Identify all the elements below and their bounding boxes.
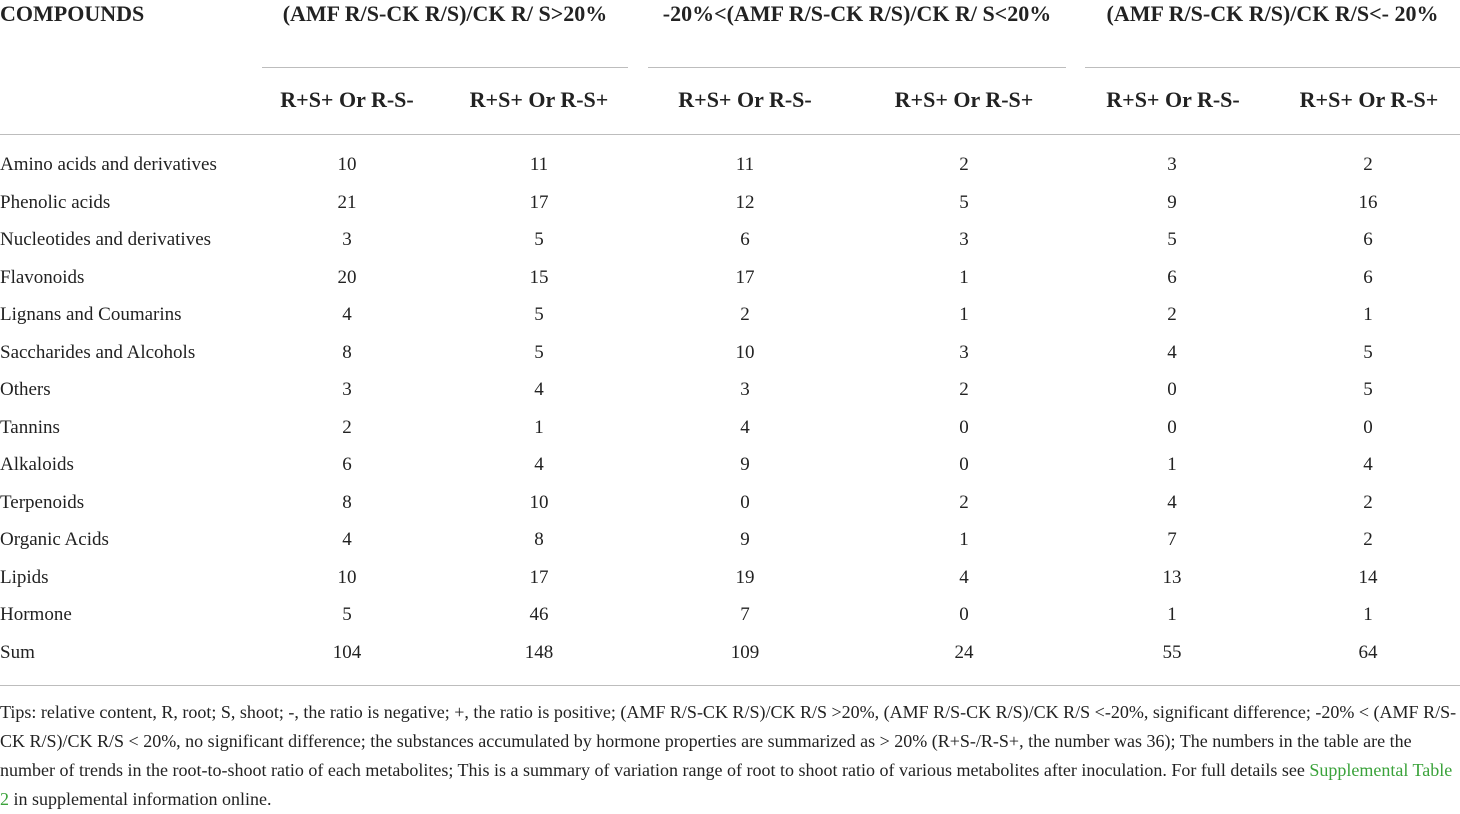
table-cell: 55 — [1162, 641, 1182, 663]
table-cell: 6 — [1167, 266, 1177, 288]
table-cell: 0 — [1167, 379, 1177, 400]
table-cell: 2 — [342, 416, 352, 438]
row-label: Terpenoids — [0, 491, 85, 513]
table-cell: 5 — [534, 229, 544, 250]
subcolumn-header: R+S+ Or R-S+ — [469, 87, 609, 112]
table-cell: 0 — [959, 416, 969, 438]
table-cell: 11 — [735, 154, 755, 175]
table-cell: 8 — [342, 341, 352, 363]
table-cell: 109 — [730, 641, 760, 663]
table-cell: 9 — [740, 529, 750, 550]
subcolumn-header: R+S+ Or R-S- — [280, 87, 414, 112]
header-divider — [0, 134, 1460, 135]
table-cell: 4 — [1363, 454, 1373, 475]
table-cell: 2 — [740, 304, 750, 325]
table-cell: 64 — [1358, 641, 1378, 663]
table-cell: 5 — [959, 191, 969, 213]
row-label: Saccharides and Alcohols — [0, 341, 196, 363]
table-cell: 4 — [534, 379, 544, 400]
row-label: Phenolic acids — [0, 191, 111, 213]
table-cell: 17 — [529, 191, 549, 213]
table-cell: 4 — [959, 566, 969, 588]
table-cell: 3 — [959, 341, 969, 363]
table-cell: 20 — [337, 266, 357, 288]
table-cell: 0 — [959, 454, 969, 475]
table-cell: 6 — [1363, 266, 1373, 288]
table-cell: 5 — [1167, 229, 1177, 250]
table-cell: 17 — [529, 566, 549, 588]
table-cell: 13 — [1162, 566, 1182, 588]
table-cell: 5 — [534, 341, 544, 363]
table-cell: 5 — [1363, 379, 1373, 400]
row-label: Sum — [0, 641, 35, 663]
supplemental-table-link[interactable]: Supplemental Table 2 — [0, 760, 1453, 809]
row-label: Lipids — [0, 566, 49, 588]
table-cell: 5 — [342, 604, 352, 625]
table-cell: 46 — [529, 604, 549, 625]
table-cell: 3 — [342, 229, 352, 250]
table-cell: 2 — [1363, 154, 1373, 175]
row-label: Flavonoids — [0, 266, 85, 288]
table-cell: 4 — [342, 304, 352, 325]
table-cell: 1 — [1363, 304, 1373, 325]
table-cell: 1 — [959, 529, 969, 550]
table-cell: 3 — [342, 379, 352, 400]
table-cell: 6 — [740, 229, 750, 250]
table-cell: 11 — [529, 154, 549, 175]
table-cell: 12 — [735, 191, 755, 213]
group-underline — [648, 67, 1066, 68]
group-header-below-minus-20: (AMF R/S-CK R/S)/CK R/S<- 20% — [1106, 1, 1439, 26]
table-cell: 1 — [959, 266, 969, 288]
group-underline — [1085, 67, 1460, 68]
table-cell: 8 — [534, 529, 544, 550]
table-cell: 1 — [1363, 604, 1373, 625]
table-cell: 10 — [529, 491, 549, 513]
table-cell: 3 — [1167, 154, 1177, 175]
table-cell: 6 — [342, 454, 352, 475]
table-cell: 5 — [1363, 341, 1373, 363]
table-cell: 8 — [342, 491, 352, 513]
row-label: Amino acids and derivatives — [0, 154, 217, 175]
row-label: Others — [0, 379, 51, 400]
table-cell: 2 — [959, 379, 969, 400]
table-cell: 10 — [337, 566, 357, 588]
table-cell: 0 — [1363, 416, 1373, 438]
group-header-no-significant: -20%<(AMF R/S-CK R/S)/CK R/ S<20% — [662, 1, 1052, 26]
group-underline — [262, 67, 628, 68]
table-cell: 1 — [1167, 454, 1177, 475]
table-cell: 19 — [735, 566, 755, 588]
row-label: Lignans and Coumarins — [0, 304, 182, 325]
table-cell: 2 — [1167, 304, 1177, 325]
compounds-header: COMPOUNDS — [0, 1, 145, 26]
table-cell: 1 — [534, 416, 544, 438]
table-bottom-divider — [0, 685, 1460, 686]
table-cell: 4 — [1167, 341, 1177, 363]
subcolumn-header: R+S+ Or R-S- — [678, 87, 812, 112]
table-cell: 7 — [740, 604, 750, 625]
table-cell: 4 — [1167, 491, 1177, 513]
footnote-text-end: in supplemental information online. — [13, 789, 272, 809]
table-cell: 4 — [740, 416, 750, 438]
table-cell: 2 — [1363, 491, 1373, 513]
table-cell: 10 — [337, 154, 357, 175]
row-label: Alkaloids — [0, 454, 74, 475]
table-cell: 9 — [1167, 191, 1177, 213]
table-cell: 3 — [959, 229, 969, 250]
table-cell: 3 — [740, 379, 750, 400]
table-cell: 15 — [529, 266, 549, 288]
subcolumn-header: R+S+ Or R-S+ — [894, 87, 1034, 112]
row-label: Organic Acids — [0, 529, 109, 550]
row-label: Hormone — [0, 604, 72, 625]
table-cell: 2 — [959, 491, 969, 513]
footnote-text: Tips: relative content, R, root; S, shoot; -, the ratio is negative; +, the ratio is positive; (AMF R/S-CK R/S)/CK R/S >20%, (AMF R/S-CK R/S)/CK R/S <-20%, significant difference; -20% < (AMF R/S-CK R/S)/CK R/S < 20%, no significant difference; the substances accumulated by hormone properties are summarized as > 20% (R+S-/R-S+, the number was 36); The numbers in the table are the number of trends in the root-to-shoot ratio of each metabolites; This is a summary of variation range of root to shoot ratio of various metabolites after inoculation. For full details see — [0, 702, 1457, 780]
table-cell: 4 — [342, 529, 352, 550]
table-cell: 4 — [534, 454, 544, 475]
table-cell: 0 — [959, 604, 969, 625]
table-cell: 148 — [524, 641, 554, 663]
table-cell: 7 — [1167, 529, 1177, 550]
row-label: Nucleotides and derivatives — [0, 229, 212, 250]
table-cell: 9 — [740, 454, 750, 475]
table-cell: 24 — [954, 641, 974, 663]
table-cell: 14 — [1358, 566, 1378, 588]
subcolumn-header: R+S+ Or R-S- — [1106, 87, 1240, 112]
table-cell: 2 — [1363, 529, 1373, 550]
table-cell: 0 — [740, 491, 750, 513]
group-header-above-20: (AMF R/S-CK R/S)/CK R/ S>20% — [282, 1, 608, 26]
row-label: Tannins — [0, 416, 60, 438]
table-cell: 16 — [1358, 191, 1378, 213]
table-cell: 2 — [959, 154, 969, 175]
table-cell: 6 — [1363, 229, 1373, 250]
table-cell: 104 — [332, 641, 362, 663]
table-cell: 5 — [534, 304, 544, 325]
table-cell: 1 — [959, 304, 969, 325]
table-cell: 0 — [1167, 416, 1177, 438]
subcolumn-header: R+S+ Or R-S+ — [1299, 87, 1439, 112]
table-cell: 17 — [735, 266, 755, 288]
table-cell: 1 — [1167, 604, 1177, 625]
table-cell: 21 — [337, 191, 357, 213]
table-cell: 10 — [735, 341, 755, 363]
